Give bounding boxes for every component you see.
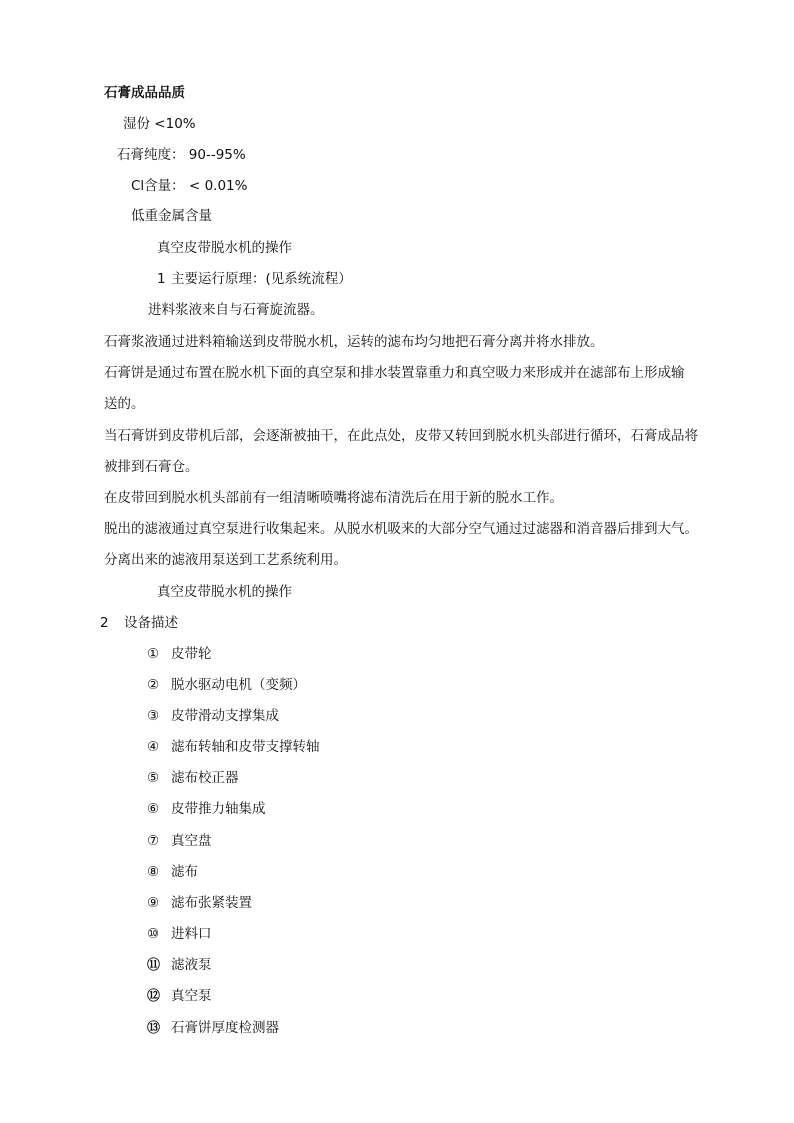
list-label: 皮带推力轴集成: [171, 801, 266, 817]
list-label: 滤布转轴和皮带支撑转轴: [171, 739, 320, 755]
list-item: [147, 832, 212, 850]
para-cake-line1: 石膏饼是通过布置在脱水机下面的真空泵和排水装置靠重力和真空吸力来形成并在滤部布上形成输: [104, 365, 685, 381]
list-item: [147, 707, 279, 725]
list-marker: ⑦: [147, 833, 160, 849]
list-label: 皮带轮: [171, 646, 212, 662]
list-marker: ⑨: [147, 895, 160, 911]
para-feed: 进料浆液来自与石膏旋流器。: [148, 302, 324, 318]
list-label: 真空盘: [171, 833, 212, 849]
list-label: 脱水驱动电机（变频）: [171, 677, 306, 693]
list-marker: ⑪: [147, 958, 161, 973]
list-item: [147, 956, 212, 975]
quality-title: 石膏成品品质: [104, 85, 185, 101]
list-item: [147, 1019, 279, 1038]
list-label: 滤布: [171, 864, 198, 880]
list-marker: ①: [147, 646, 160, 662]
para-slurry: 石膏浆液通过进料箱输送到皮带脱水机，运转的滤布均匀地把石膏分离并将水排放。: [104, 334, 604, 350]
list-marker: ⑫: [147, 989, 161, 1004]
list-item: [147, 800, 266, 818]
list-label: 滤布校正器: [171, 770, 239, 786]
list-label: 皮带滑动支撑集成: [171, 708, 279, 724]
list-marker: ④: [147, 739, 160, 755]
list-marker: ③: [147, 708, 160, 724]
section1-number: 1: [157, 271, 166, 287]
list-item: [147, 738, 320, 756]
section2-subheading-text: 设备描述: [124, 615, 178, 631]
list-label: 滤液泵: [171, 957, 212, 973]
list-item: [147, 925, 212, 943]
para-return-line2: 被排到石膏仓。: [104, 459, 199, 475]
section1-subheading-text: 主要运行原理：(见系统流程）: [171, 271, 352, 287]
list-item: [147, 987, 212, 1006]
list-label: 滤布张紧装置: [171, 895, 252, 911]
list-marker: ⑥: [147, 801, 160, 817]
list-label: 石膏饼厚度检测器: [171, 1020, 279, 1036]
chloride-line: Cl含量： < 0.01%: [131, 178, 248, 194]
section2-subheading: [100, 614, 178, 632]
para-filtrate: 脱出的滤液通过真空泵进行收集起来。从脱水机吸来的大部分空气通过过滤器和消音器后排到大气。: [104, 521, 698, 537]
para-cake-line2: 送的。: [104, 396, 145, 412]
para-return-line1: 当石膏饼到皮带机后部，会逐渐被抽干，在此点处，皮带又转回到脱水机头部进行循环，石膏成品将: [104, 428, 698, 444]
list-marker: ⑤: [147, 770, 160, 786]
list-item: [147, 863, 198, 881]
moisture-line: 湿份 <10%: [123, 116, 196, 132]
list-label: 进料口: [171, 926, 212, 942]
list-marker: ②: [147, 677, 160, 693]
list-marker: ⑩: [147, 926, 160, 942]
list-marker: ⑬: [147, 1021, 161, 1036]
heavy-metal-line: 低重金属含量: [131, 208, 212, 224]
list-item: [147, 769, 239, 787]
list-marker: ⑧: [147, 864, 160, 880]
section2-heading: 真空皮带脱水机的操作: [157, 584, 292, 600]
para-pump: 分离出来的滤液用泵送到工艺系统利用。: [104, 552, 347, 568]
list-item: [147, 676, 306, 694]
section2-number: 2: [100, 615, 109, 631]
purity-line: 石膏纯度： 90--95%: [117, 147, 246, 163]
para-nozzle: 在皮带回到脱水机头部前有一组清晰喷嘴将滤布清洗后在用于新的脱水工作。: [104, 490, 563, 506]
section1-subheading: [157, 270, 352, 288]
list-label: 真空泵: [171, 988, 212, 1004]
list-item: [147, 894, 252, 912]
list-item: [147, 645, 212, 663]
section1-heading: 真空皮带脱水机的操作: [157, 240, 292, 256]
